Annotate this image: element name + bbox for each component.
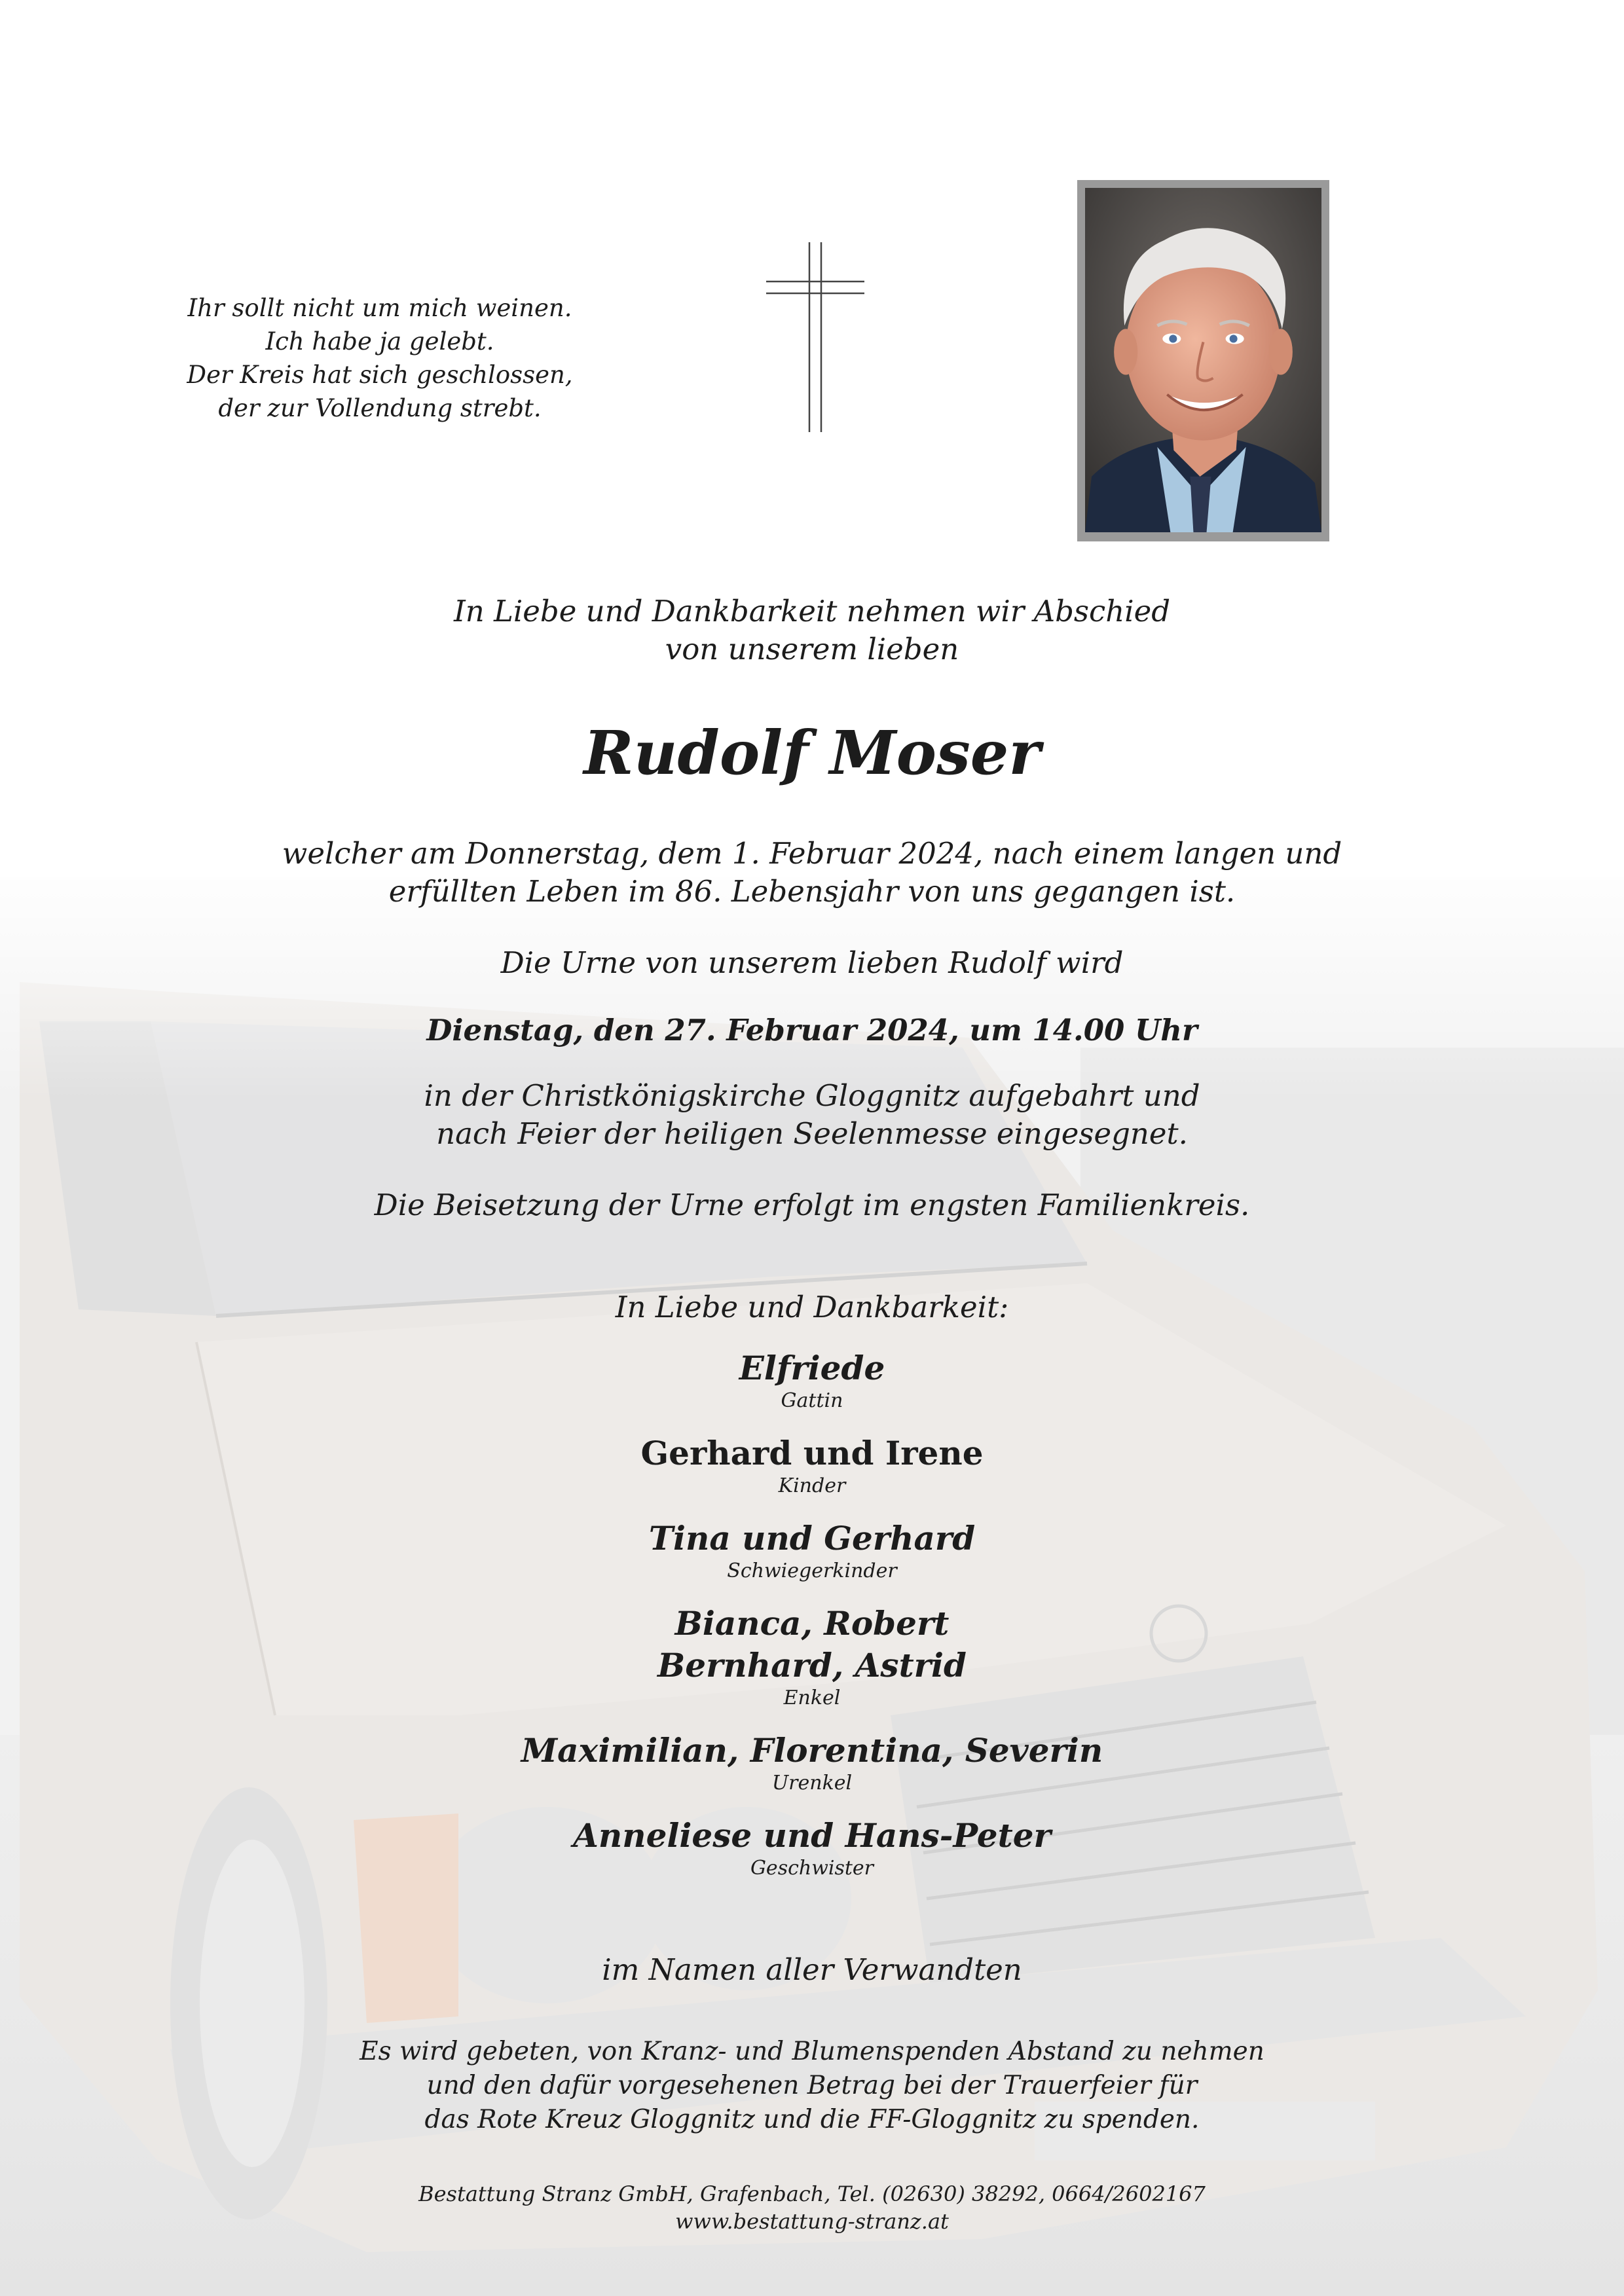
request-line: Es wird gebeten, von Kranz- und Blumenspenden Abstand zu nehmen: [360, 2037, 1264, 2066]
cross-icon: [766, 242, 864, 432]
poem-line: Der Kreis hat sich geschlossen,: [187, 361, 573, 389]
mourners-list: [223, 1347, 1401, 1900]
mourner-relation: Enkel: [783, 1686, 841, 1709]
mourner-group: [223, 1603, 1401, 1710]
mourner-relation: Urenkel: [771, 1772, 853, 1795]
mourner-group: [223, 1815, 1401, 1880]
portrait-photo: [1085, 188, 1321, 532]
church-notice: [223, 1077, 1401, 1153]
request-line: das Rote Kreuz Gloggnitz und die FF-Gloggnitz zu spenden.: [424, 2105, 1200, 2134]
footer-contact: Bestattung Stranz GmbH, Grafenbach, Tel. (02630) 38292, 0664/2602167: [418, 2181, 1206, 2206]
poem-line: Ihr sollt nicht um mich weinen.: [187, 294, 572, 322]
mourner-group: [223, 1347, 1401, 1413]
church-line: nach Feier der heiligen Seelenmesse eingesegnet.: [436, 1116, 1188, 1151]
poem-line: Ich habe ja gelebt.: [265, 327, 494, 355]
mourner-name: Gerhard und Irene: [640, 1434, 984, 1472]
mourner-relation: Kinder: [778, 1474, 846, 1497]
funeral-home-footer: [223, 2180, 1401, 2235]
family-note: im Namen aller Verwandten: [602, 1952, 1022, 1987]
mourner-name: Maximilian, Florentina, Severin: [521, 1731, 1103, 1770]
mourner-relation: Geschwister: [750, 1857, 874, 1880]
mourner-name: Bianca, Robert: [674, 1604, 950, 1643]
urne-text: Die Urne von unserem lieben Rudolf wird: [500, 945, 1124, 980]
donation-request: [223, 2035, 1401, 2137]
intro-line: In Liebe und Dankbarkeit nehmen wir Abschied: [453, 594, 1171, 629]
passing-notice: [223, 835, 1401, 911]
poem-line: der zur Vollendung strebt.: [218, 394, 542, 422]
footer-website[interactable]: www.bestattung-stranz.at: [675, 2209, 949, 2234]
poem: [144, 291, 616, 425]
passing-line: welcher am Donnerstag, dem 1. Februar 2024, nach einem langen und: [282, 836, 1342, 871]
mourner-relation: Schwiegerkinder: [727, 1559, 897, 1582]
mourner-group: [223, 1518, 1401, 1583]
farewell-intro: [223, 592, 1401, 668]
church-line: in der Christkönigskirche Gloggnitz aufgebahrt und: [424, 1078, 1200, 1113]
mourner-relation: Gattin: [781, 1389, 843, 1412]
burial-notice: Die Beisetzung der Urne erfolgt im engsten Familienkreis.: [374, 1188, 1250, 1222]
ceremony-date: Dienstag, den 27. Februar 2024, um 14.00 Uhr: [426, 1013, 1198, 1048]
portrait-frame: [1077, 180, 1329, 541]
mourner-name: Anneliese und Hans-Peter: [573, 1816, 1051, 1855]
mourner-name: Tina und Gerhard: [648, 1519, 976, 1558]
passing-line: erfüllten Leben im 86. Lebensjahr von uns gegangen ist.: [388, 874, 1236, 909]
deceased-name: Rudolf Moser: [583, 718, 1041, 788]
mourner-group: [223, 1730, 1401, 1795]
mourner-name: Elfriede: [739, 1349, 885, 1387]
thanks-heading: In Liebe und Dankbarkeit:: [615, 1290, 1009, 1324]
mourner-group: [223, 1432, 1401, 1498]
intro-line: von unserem lieben: [665, 632, 959, 666]
request-line: und den dafür vorgesehenen Betrag bei der Trauerfeier für: [426, 2071, 1198, 2100]
mourner-name: Bernhard, Astrid: [657, 1646, 967, 1685]
